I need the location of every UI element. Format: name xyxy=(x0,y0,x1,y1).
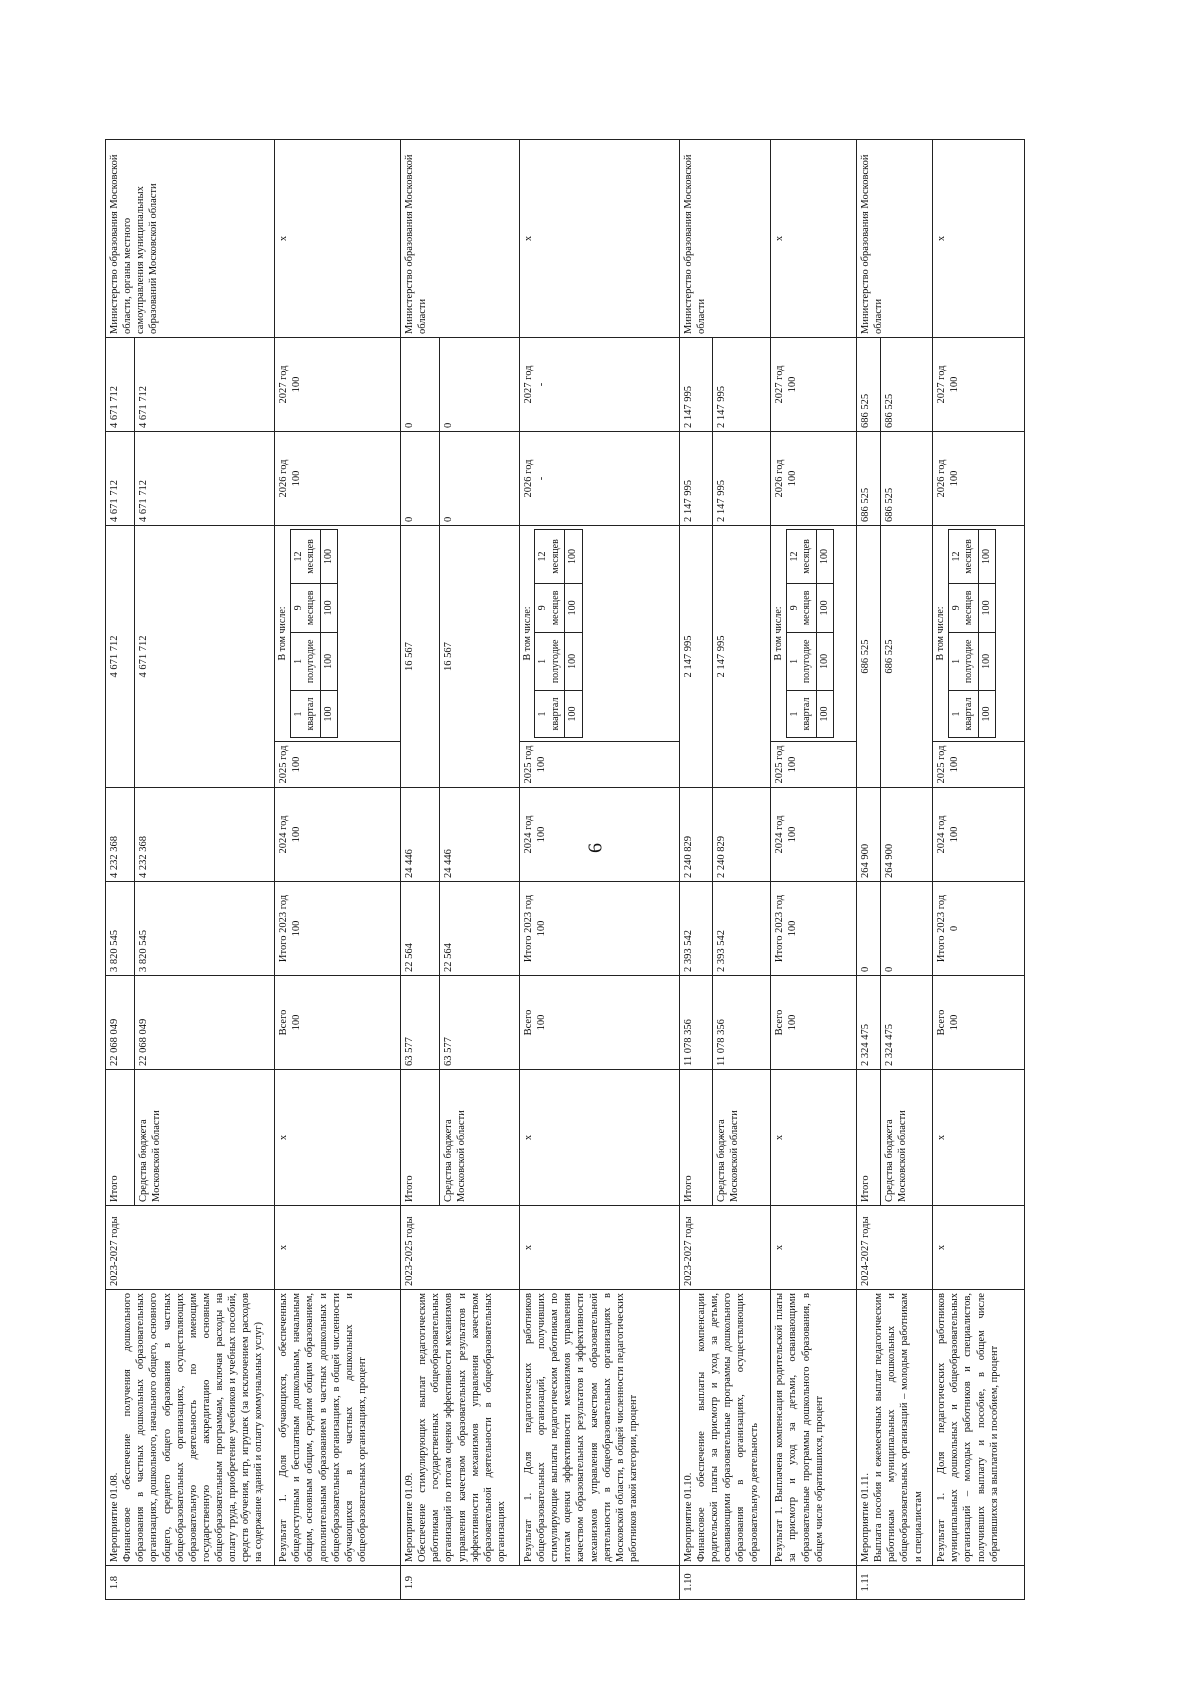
quarters-caption: В том числе: xyxy=(773,606,785,661)
x-mark: х xyxy=(771,139,857,337)
result-total xyxy=(771,976,857,1070)
quarter-header: 9 месяцев xyxy=(948,583,978,632)
quarter-header: 1 квартал xyxy=(535,690,565,737)
col-header: 2024 год xyxy=(774,815,786,854)
quarters-cell xyxy=(519,525,679,741)
col-header: Итого 2023 год xyxy=(278,894,290,963)
result-description: Результат 1. Выплачена компенсация родительской платы за присмотр и уход за детьми, осваивающими образовательные программы дошкольного образования, в общем числе обратившихся, процент xyxy=(771,1290,857,1566)
result-2027 xyxy=(275,337,401,431)
amount: 22 564 xyxy=(401,882,440,976)
period-cell: 2023-2027 годы xyxy=(106,1206,275,1290)
amount: 4 671 712 xyxy=(106,337,135,431)
amount: 24 446 xyxy=(439,788,519,882)
col-header: 2025 год xyxy=(522,745,534,784)
table-row xyxy=(857,139,881,1599)
col-header: Всего xyxy=(936,1009,948,1036)
fin-source-label: Средства бюджета Московской области xyxy=(713,1070,771,1206)
quarters-caption: В том числе: xyxy=(935,606,947,661)
quarter-value: 100 xyxy=(816,583,834,632)
activity-cell xyxy=(679,1290,770,1566)
col-header: 2025 год xyxy=(936,745,948,784)
executor-cell: Министерство образования Московской области xyxy=(857,139,933,337)
amount: 0 xyxy=(401,431,440,525)
activity-cell xyxy=(106,1290,275,1566)
result-2023 xyxy=(933,882,1025,976)
result-total xyxy=(275,976,401,1070)
result-2025 xyxy=(519,742,679,788)
quarter-header: 1 полугодие xyxy=(535,632,565,690)
table-row xyxy=(933,139,1025,1599)
row-number: 1.9 xyxy=(401,1566,680,1600)
x-mark: х xyxy=(519,1206,679,1290)
col-header: Итого 2023 год xyxy=(936,894,948,963)
quarter-header: 9 месяцев xyxy=(290,583,320,632)
result-value: 100 xyxy=(787,376,799,393)
result-value: 100 xyxy=(787,826,799,843)
quarter-header: 1 квартал xyxy=(948,690,978,737)
result-total xyxy=(519,976,679,1070)
row-number: 1.11 xyxy=(857,1566,1025,1600)
activity-description: Обеспечение стимулирующих выплат педагогическим работникам государственных общеобразовательных организаций по итогам оценки эффективности механизмов управления качеством образовательных результатов и эффективности механизмов управления качеством образовательной деятельности в общеобразовательных организациях xyxy=(417,1293,507,1562)
x-mark: х xyxy=(771,1070,857,1206)
quarters-cell xyxy=(771,525,857,741)
amount: 2 393 542 xyxy=(679,882,712,976)
fin-source-label: Средства бюджета Московской области xyxy=(881,1070,933,1206)
x-mark: х xyxy=(275,1070,401,1206)
amount: 4 232 368 xyxy=(106,788,135,882)
col-header: 2024 год xyxy=(936,815,948,854)
fin-total-label: Итого xyxy=(106,1070,135,1206)
col-header: 2026 год xyxy=(522,459,534,498)
fin-total-label: Итого xyxy=(679,1070,712,1206)
result-2025 xyxy=(771,742,857,788)
amount: 4 671 712 xyxy=(106,525,135,787)
amount: 2 393 542 xyxy=(713,882,771,976)
amount: 264 900 xyxy=(857,788,881,882)
result-value: 100 xyxy=(291,920,303,937)
result-description: Результат 1. Доля обучающихся, обеспеченных общедоступным и бесплатным дошкольным, начальным общим, основным общим, средним общим образованием, дополнительным образованием в частных дошкольных и общеобразовательных организациях, в общей численности обучающихся в частных дошкольных и общеобразовательных организациях, процент xyxy=(275,1290,401,1566)
table-row xyxy=(275,139,401,1599)
amount: 2 147 995 xyxy=(679,431,712,525)
result-description: Результат 1. Доля педагогических работников общеобразовательных организаций, получивших стимулирующие выплаты педагогическим работникам по итогам оценки эффективности механизмов управления качеством образовательных результатов и эффективности механизмов управления качеством образовательной деятельности в общеобразовательных организациях в Московской области, в общей численности педагогических работников такой категории, процент xyxy=(519,1290,679,1566)
result-value: 100 xyxy=(536,756,548,773)
amount: 2 147 995 xyxy=(679,525,712,787)
result-2027 xyxy=(519,337,679,431)
amount: 686 525 xyxy=(857,431,881,525)
amount: 3 820 545 xyxy=(135,882,275,976)
x-mark: х xyxy=(771,1206,857,1290)
result-value: 100 xyxy=(787,470,799,487)
row-number: 1.8 xyxy=(106,1566,401,1600)
amount: 2 240 829 xyxy=(713,788,771,882)
quarter-value: 100 xyxy=(816,690,834,737)
amount: 11 078 356 xyxy=(713,976,771,1070)
result-2026 xyxy=(933,431,1025,525)
x-mark: х xyxy=(933,1070,1025,1206)
x-mark: х xyxy=(275,139,401,337)
amount: 0 xyxy=(881,882,933,976)
amount: 2 240 829 xyxy=(679,788,712,882)
quarter-value: 100 xyxy=(565,632,583,690)
x-mark: х xyxy=(275,1206,401,1290)
amount: 0 xyxy=(401,337,440,431)
quarter-header: 12 месяцев xyxy=(290,529,320,583)
quarter-header: 1 полугодие xyxy=(948,632,978,690)
col-header: 2025 год xyxy=(774,745,786,784)
x-mark: х xyxy=(933,1206,1025,1290)
executor-cell: Министерство образования Московской области xyxy=(679,139,770,337)
activity-title: Мероприятие 01.08. xyxy=(109,1472,120,1562)
result-value: 100 xyxy=(291,826,303,843)
period-cell: 2023-2027 годы xyxy=(679,1206,770,1290)
result-value: 100 xyxy=(536,920,548,937)
amount: 2 324 475 xyxy=(857,976,881,1070)
col-header: 2027 год xyxy=(278,365,290,404)
table-row xyxy=(771,139,857,1599)
result-value: 100 xyxy=(291,1014,303,1031)
result-value: 100 xyxy=(949,470,961,487)
amount: 11 078 356 xyxy=(679,976,712,1070)
amount: 4 232 368 xyxy=(135,788,275,882)
row-number: 1.10 xyxy=(679,1566,856,1600)
amount: 24 446 xyxy=(401,788,440,882)
quarter-value: 100 xyxy=(816,632,834,690)
amount: 0 xyxy=(857,882,881,976)
amount: 4 671 712 xyxy=(135,337,275,431)
x-mark: х xyxy=(519,139,679,337)
result-2024 xyxy=(519,788,679,882)
amount: 2 147 995 xyxy=(713,337,771,431)
result-2026 xyxy=(519,431,679,525)
quarter-value: 100 xyxy=(565,529,583,583)
quarter-value: 100 xyxy=(816,529,834,583)
result-2024 xyxy=(275,788,401,882)
amount: 22 068 049 xyxy=(135,976,275,1070)
col-header: 2027 год xyxy=(774,365,786,404)
result-value: 100 xyxy=(787,1014,799,1031)
quarters-caption: В том числе: xyxy=(277,606,289,661)
result-value: 100 xyxy=(536,826,548,843)
col-header: Итого 2023 год xyxy=(774,894,786,963)
fin-source-label: Средства бюджета Московской области xyxy=(439,1070,519,1206)
amount: 4 671 712 xyxy=(135,431,275,525)
result-value: 100 xyxy=(291,376,303,393)
quarter-header: 9 месяцев xyxy=(786,583,816,632)
amount: 2 324 475 xyxy=(881,976,933,1070)
result-value: 0 xyxy=(949,925,961,932)
result-value: - xyxy=(536,476,548,481)
result-value: 100 xyxy=(787,920,799,937)
x-mark: х xyxy=(933,139,1025,337)
quarter-header: 1 квартал xyxy=(290,690,320,737)
col-header: 2026 год xyxy=(936,459,948,498)
result-2023 xyxy=(519,882,679,976)
quarter-value: 100 xyxy=(978,529,996,583)
result-value: 100 xyxy=(536,1014,548,1031)
result-2023 xyxy=(275,882,401,976)
col-header: 2026 год xyxy=(774,459,786,498)
quarter-value: 100 xyxy=(565,583,583,632)
fin-total-label: Итого xyxy=(857,1070,881,1206)
amount: 63 577 xyxy=(439,976,519,1070)
quarter-value: 100 xyxy=(978,632,996,690)
quarter-value: 100 xyxy=(978,690,996,737)
activity-title: Мероприятие 01.10. xyxy=(682,1472,694,1562)
amount: 264 900 xyxy=(881,788,933,882)
result-2026 xyxy=(275,431,401,525)
result-value: - xyxy=(536,382,548,387)
amount: 63 577 xyxy=(401,976,440,1070)
amount: 686 525 xyxy=(881,337,933,431)
result-value: 100 xyxy=(787,756,799,773)
activity-description: Финансовое обеспечение получения дошкольного образования в частных дошкольных образовательных организациях, дошкольного, начального общего, основного общего, среднего общего образования в частных общеобразовательных организациях, осуществляющих образовательную деятельность по имеющим государственную аккредитацию основным общеобразовательным программам, включая расходы на оплату труда, приобретение учебников и учебных пособий, средств обучения, игр, игрушек (за исключением расходов на содержание зданий и оплату коммунальных услуг) xyxy=(122,1293,265,1562)
activity-cell xyxy=(857,1290,933,1566)
result-description: Результат 1. Доля педагогических работников муниципальных дошкольных и общеобразовательных организаций – молодых работников и специалистов, получивших выплату и пособие, в общем числе обратившихся за выплатой и пособием, процент xyxy=(933,1290,1025,1566)
table-row xyxy=(679,139,712,1599)
amount: 3 820 545 xyxy=(106,882,135,976)
activity-description: Выплата пособия и ежемесячных выплат педагогическим работникам муниципальных дошкольных и общеобразовательных организаций – молодым работникам и специалистам xyxy=(873,1293,924,1562)
executor-cell: Министерство образования Московской области xyxy=(401,139,520,337)
table-row xyxy=(106,139,135,1599)
period-cell: 2023-2025 годы xyxy=(401,1206,520,1290)
quarter-value: 100 xyxy=(320,632,338,690)
period-cell: 2024-2027 годы xyxy=(857,1206,933,1290)
amount: 686 525 xyxy=(857,525,881,787)
quarter-value: 100 xyxy=(565,690,583,737)
quarter-header: 1 полугодие xyxy=(786,632,816,690)
result-value: 100 xyxy=(291,756,303,773)
result-value: 100 xyxy=(291,470,303,487)
amount: 4 671 712 xyxy=(106,431,135,525)
col-header: Всего xyxy=(278,1009,290,1036)
fin-total-label: Итого xyxy=(401,1070,440,1206)
activity-cell xyxy=(401,1290,520,1566)
col-header: Итого 2023 год xyxy=(522,894,534,963)
quarter-header: 12 месяцев xyxy=(786,529,816,583)
result-value: 100 xyxy=(949,756,961,773)
quarter-value: 100 xyxy=(978,583,996,632)
amount: 4 671 712 xyxy=(135,525,275,787)
amount: 2 147 995 xyxy=(713,525,771,787)
col-header: Всего xyxy=(774,1009,786,1036)
col-header: 2024 год xyxy=(278,815,290,854)
x-mark: х xyxy=(519,1070,679,1206)
program-table-sheet xyxy=(105,140,1025,1600)
activity-title: Мероприятие 01.09. xyxy=(404,1472,416,1562)
result-2026 xyxy=(771,431,857,525)
amount: 2 147 995 xyxy=(713,431,771,525)
quarters-cell xyxy=(275,525,401,741)
col-header: Всего xyxy=(522,1009,534,1036)
fin-source-label: Средства бюджета Московской области xyxy=(135,1070,275,1206)
result-2025 xyxy=(933,742,1025,788)
result-2027 xyxy=(771,337,857,431)
quarter-value: 100 xyxy=(320,583,338,632)
col-header: 2024 год xyxy=(522,815,534,854)
amount: 0 xyxy=(439,337,519,431)
quarter-value: 100 xyxy=(320,529,338,583)
amount: 16 567 xyxy=(401,525,440,787)
result-value: 100 xyxy=(949,376,961,393)
amount: 0 xyxy=(439,431,519,525)
result-2024 xyxy=(771,788,857,882)
program-activities-table xyxy=(105,139,1025,1600)
table-row xyxy=(519,139,679,1599)
quarter-value: 100 xyxy=(320,690,338,737)
quarters-cell xyxy=(933,525,1025,741)
result-value: 100 xyxy=(949,1014,961,1031)
activity-description: Финансовое обеспечение выплаты компенсации родительской платы за присмотр и уход за детьми, осваивающими образовательные программы дошкольного образования в организациях, осуществляющих образовательную деятельность xyxy=(696,1293,760,1562)
amount: 686 525 xyxy=(857,337,881,431)
amount: 22 564 xyxy=(439,882,519,976)
quarter-header: 1 полугодие xyxy=(290,632,320,690)
amount: 22 068 049 xyxy=(106,976,135,1070)
col-header: 2027 год xyxy=(936,365,948,404)
amount: 686 525 xyxy=(881,525,933,787)
result-value: 100 xyxy=(949,826,961,843)
quarter-header: 1 квартал xyxy=(786,690,816,737)
amount: 686 525 xyxy=(881,431,933,525)
amount: 16 567 xyxy=(439,525,519,787)
page-number: 6 xyxy=(584,843,607,853)
amount: 2 147 995 xyxy=(679,337,712,431)
quarter-header: 12 месяцев xyxy=(948,529,978,583)
col-header: 2027 год xyxy=(522,365,534,404)
result-2024 xyxy=(933,788,1025,882)
quarter-header: 12 месяцев xyxy=(535,529,565,583)
quarters-caption: В том числе: xyxy=(521,606,533,661)
col-header: 2026 год xyxy=(278,459,290,498)
result-total xyxy=(933,976,1025,1070)
result-2025 xyxy=(275,742,401,788)
col-header: 2025 год xyxy=(278,745,290,784)
result-2023 xyxy=(771,882,857,976)
activity-title: Мероприятие 01.11. xyxy=(860,1472,872,1562)
result-2027 xyxy=(933,337,1025,431)
table-row xyxy=(401,139,440,1599)
executor-cell: Министерство образования Московской области, органы местного самоуправления муниципальных образований Московской области xyxy=(106,139,275,337)
quarter-header: 9 месяцев xyxy=(535,583,565,632)
